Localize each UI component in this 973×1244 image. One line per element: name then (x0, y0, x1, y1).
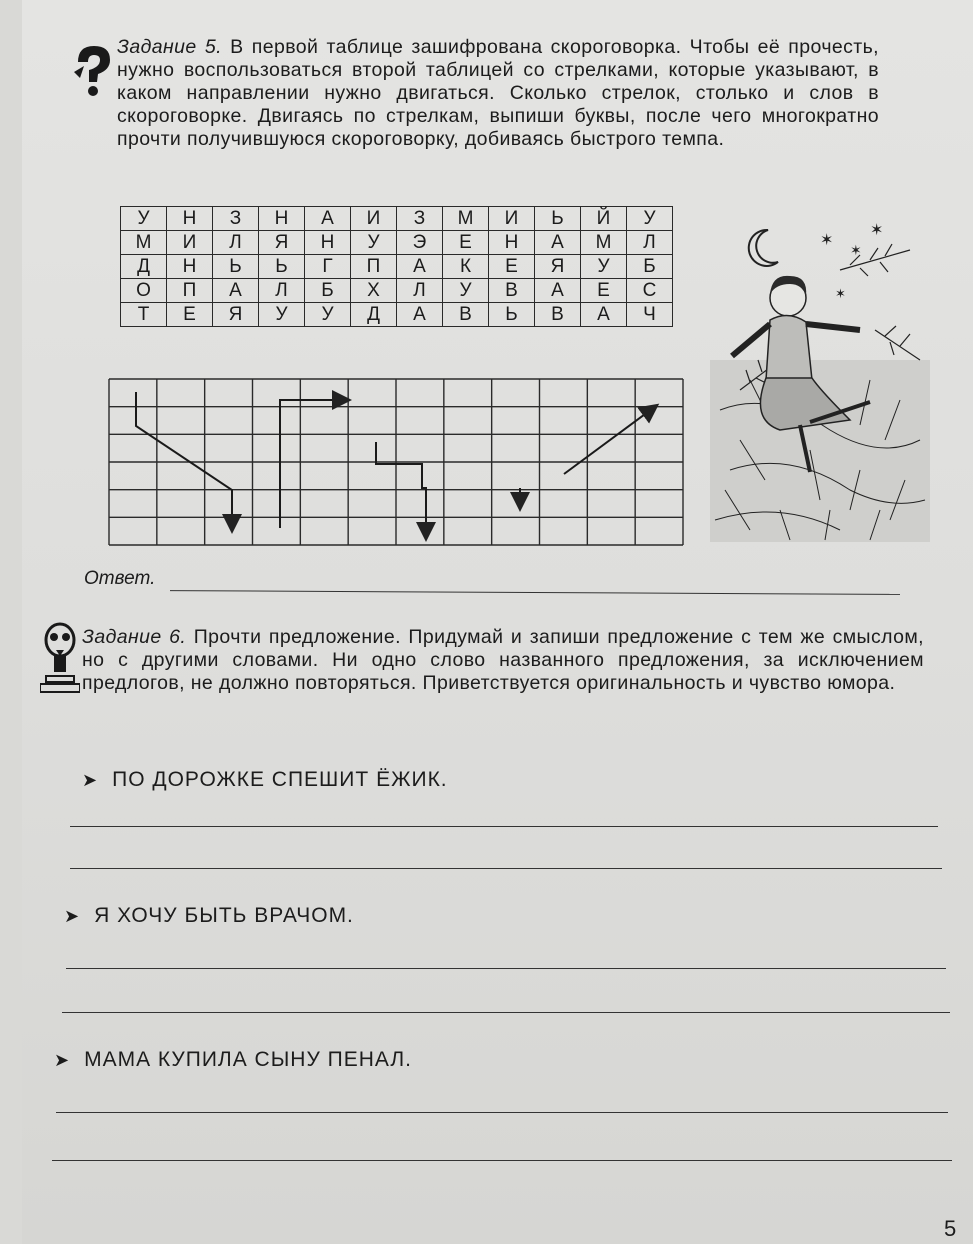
letter-cell: Й (581, 207, 627, 231)
letter-cell: И (351, 207, 397, 231)
letter-cell: Я (535, 255, 581, 279)
svg-text:✶: ✶ (820, 230, 834, 249)
letter-cell: Ь (535, 207, 581, 231)
arrow-table (108, 378, 686, 548)
letter-cell: З (213, 207, 259, 231)
letter-cell: Л (397, 279, 443, 303)
letter-cell: Е (167, 303, 213, 327)
bullet-arrow-icon: ➤ (64, 906, 81, 926)
letter-cell: П (351, 255, 397, 279)
letter-cell: У (581, 255, 627, 279)
letter-table (120, 206, 673, 327)
letter-cell: Ь (213, 255, 259, 279)
letter-cell: О (121, 279, 167, 303)
letter-cell: А (397, 255, 443, 279)
task6-instructions (82, 626, 924, 695)
letter-cell: А (535, 231, 581, 255)
letter-row (121, 255, 673, 279)
letter-cell: П (167, 279, 213, 303)
letter-cell: Н (167, 255, 213, 279)
letter-cell: Х (351, 279, 397, 303)
letter-cell: В (489, 279, 535, 303)
answer-line-3b[interactable] (52, 1160, 952, 1161)
letter-cell: И (489, 207, 535, 231)
letter-cell: У (351, 231, 397, 255)
answer-label: Ответ. (84, 568, 156, 589)
letter-cell: В (443, 303, 489, 327)
letter-cell: А (581, 303, 627, 327)
bullet-arrow-icon: ➤ (54, 1050, 71, 1070)
svg-text:✶: ✶ (870, 220, 884, 239)
letter-cell: Б (305, 279, 351, 303)
answer-line-1a[interactable] (70, 826, 938, 827)
task5-text: В первой таблице зашифрована скороговорка. Чтобы её прочесть, нужно воспользоваться второй таблицей со стрелками, которые указывают, в каком направлении нужно двигаться. Сколько стрелок, столько и слов в скороговорке. Двигаясь по стрелкам, выпиши буквы, после чего многократно прочти получившуюся скороговорку, добиваясь быстрого темпа. (117, 36, 879, 150)
question-mark-icon (70, 44, 118, 100)
letter-cell: У (443, 279, 489, 303)
letter-row (121, 207, 673, 231)
letter-cell: Н (167, 207, 213, 231)
sentence-2-text: Я ХОЧУ БЫТЬ ВРАЧОМ. (94, 904, 354, 927)
letter-cell: Е (581, 279, 627, 303)
letter-row (121, 303, 673, 327)
letter-cell: Н (259, 207, 305, 231)
letter-cell: Ь (489, 303, 535, 327)
girl-in-grass-illustration (710, 210, 930, 542)
page-number: 5 (944, 1216, 957, 1241)
letter-cell: Е (489, 255, 535, 279)
arrow-path-5 (564, 406, 656, 474)
svg-text:✶: ✶ (850, 243, 862, 259)
letter-cell: Н (305, 231, 351, 255)
answer-line[interactable] (170, 590, 900, 595)
owl-teacher-icon (40, 622, 80, 696)
arrow-path-2 (280, 400, 348, 528)
letter-cell: Л (627, 231, 673, 255)
letter-cell: С (627, 279, 673, 303)
letter-cell: Л (213, 231, 259, 255)
letter-cell: Д (351, 303, 397, 327)
letter-cell: Д (121, 255, 167, 279)
letter-cell: К (443, 255, 489, 279)
answer-line-2a[interactable] (66, 968, 946, 969)
letter-cell: А (213, 279, 259, 303)
letter-cell: Я (259, 231, 305, 255)
letter-cell: Т (121, 303, 167, 327)
svg-text:✶: ✶ (835, 287, 846, 302)
answer-line-1b[interactable] (70, 868, 942, 869)
letter-cell: У (627, 207, 673, 231)
task6-text: Прочти предложение. Придумай и запиши предложение с тем же смыслом, но с другими словами. Ни одно слово названного предложения, за исключением предлогов, не должно повторяться. Приветствуется оригинальность и чувство юмора. (82, 626, 924, 694)
letter-cell: Ь (259, 255, 305, 279)
letter-cell: Е (443, 231, 489, 255)
answer-line-2b[interactable] (62, 1012, 950, 1013)
letter-cell: У (259, 303, 305, 327)
task6-label: Задание 6. (82, 626, 187, 648)
workbook-page (22, 0, 973, 1244)
sentence-2 (64, 904, 354, 928)
answer-line-3a[interactable] (56, 1112, 948, 1113)
task5-instructions (117, 36, 879, 151)
letter-cell: М (581, 231, 627, 255)
bullet-arrow-icon: ➤ (82, 770, 99, 790)
letter-cell: В (535, 303, 581, 327)
letter-cell: А (535, 279, 581, 303)
sentence-1-text: ПО ДОРОЖКЕ СПЕШИТ ЁЖИК. (112, 768, 448, 791)
letter-row (121, 279, 673, 303)
letter-cell: А (397, 303, 443, 327)
task5-label: Задание 5. (117, 36, 222, 58)
letter-cell: Э (397, 231, 443, 255)
letter-cell: Ч (627, 303, 673, 327)
arrow-path-1 (136, 392, 232, 530)
letter-cell: У (121, 207, 167, 231)
letter-cell: Н (489, 231, 535, 255)
letter-cell: У (305, 303, 351, 327)
letter-cell: И (167, 231, 213, 255)
sentence-3-text: МАМА КУПИЛА СЫНУ ПЕНАЛ. (84, 1048, 412, 1071)
letter-cell: М (443, 207, 489, 231)
sentence-1 (82, 768, 448, 792)
sentence-3 (54, 1048, 412, 1072)
letter-row (121, 231, 673, 255)
letter-cell: Б (627, 255, 673, 279)
letter-cell: Г (305, 255, 351, 279)
letter-cell: З (397, 207, 443, 231)
letter-cell: М (121, 231, 167, 255)
letter-cell: Я (213, 303, 259, 327)
letter-cell: Л (259, 279, 305, 303)
letter-cell: А (305, 207, 351, 231)
